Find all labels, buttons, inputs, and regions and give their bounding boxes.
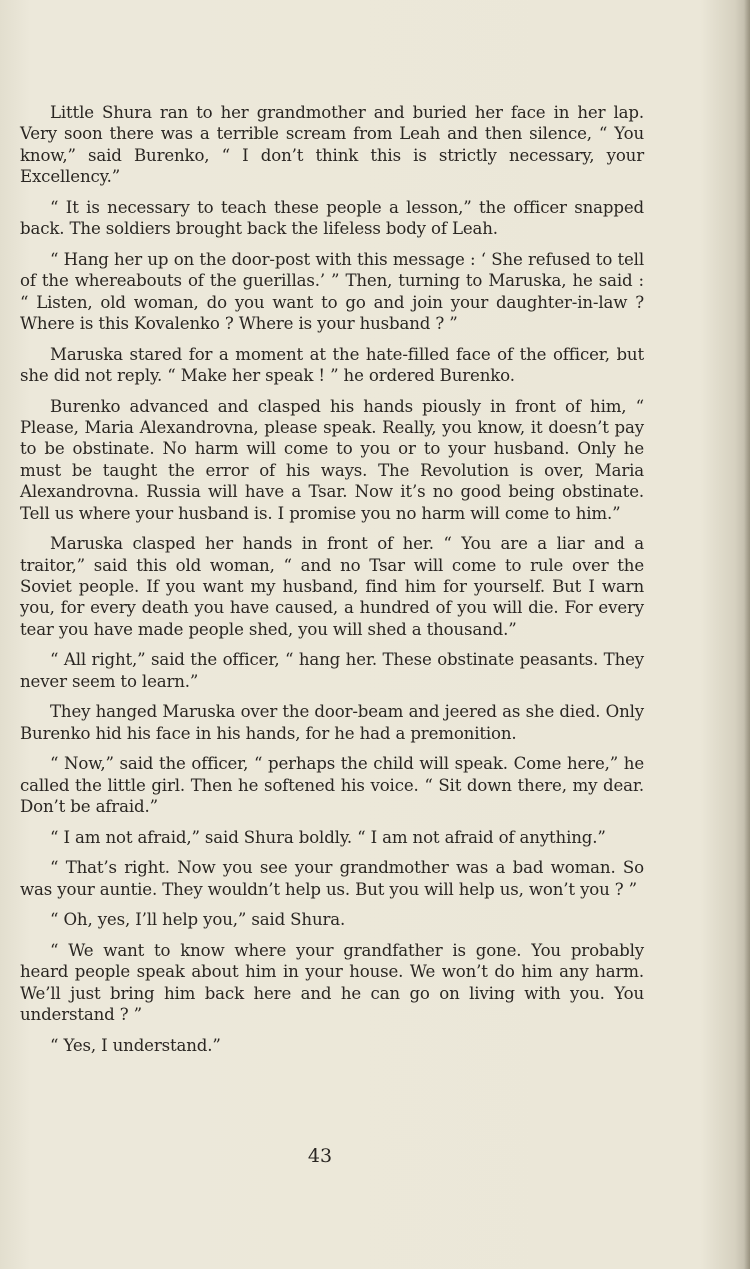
paragraph: “ We want to know where your grandfather is gone. You probably heard people speak about him in your house. We won’t do him any harm. We’ll just bring him back here and he can go on living with you. You understand ? ”	[20, 941, 644, 1025]
page-number: 43	[307, 1145, 333, 1167]
paragraph: They hanged Maruska over the door-beam and jeered as she died. Only Burenko hid his face in his hands, for he had a premonition.	[20, 702, 644, 743]
paragraph: Burenko advanced and clasped his hands piously in front of him, “ Please, Maria Alexandrovna, please speak. Really, you know, it doesn’t pay to be obstinate. No harm will come to you or to your husband. Only he must be taught the error of his ways. The Revolution is over, Maria Alexandrovna. Russia will have a Tsar. Now it’s no good being obstinate. Tell us where your husband is. I promise you no harm will come to him.”	[20, 396, 644, 523]
paragraph: “ Hang her up on the door-post with this message : ‘ She refused to tell of the whereabouts of the guerillas.’ ” Then, turning to Maruska, he said : “ Listen, old woman, do you want to go and join your daughter-in-law ? Where is this Kovalenko ? Where is your husband ? ”	[20, 249, 644, 334]
paragraph: Maruska stared for a moment at the hate-filled face of the officer, but she did not reply. “ Make her speak ! ” he ordered Burenko.	[20, 344, 644, 386]
paragraph: “ Oh, yes, I’ll help you,” said Shura.	[50, 910, 346, 930]
paragraph: “ It is necessary to teach these people a lesson,” the officer snapped back. The soldiers brought back the lifeless body of Leah.	[20, 197, 644, 239]
paragraph: Little Shura ran to her grandmother and buried her face in her lap. Very soon there was a terrible scream from Leah and then silence, “ You know,” said Burenko, “ I don’t think this is strictly necessary, your Excellency.”	[20, 103, 644, 187]
page-edge-shadow	[744, 0, 750, 1269]
paragraph: “ Yes, I understand.”	[50, 1035, 221, 1055]
paragraph: “ That’s right. Now you see your grandmother was a bad woman. So was your auntie. They wouldn’t help us. But you will help us, won’t you ? ”	[20, 858, 644, 899]
paragraph: “ I am not afraid,” said Shura boldly. “ I am not afraid of anything.”	[50, 827, 606, 847]
paragraph: “ Now,” said the officer, “ perhaps the child will speak. Come here,” he called the little girl. Then he softened his voice. “ Sit down there, my dear. Don’t be afraid.”	[20, 754, 644, 817]
paragraph: “ All right,” said the officer, “ hang her. These obstinate peasants. They never seem to learn.”	[20, 650, 644, 691]
body-text	[20, 102, 644, 1065]
paragraph: Maruska clasped her hands in front of her. “ You are a liar and a traitor,” said this old woman, “ and no Tsar will come to rule over the Soviet people. If you want my husband, find him for yourself. But I warn you, for every death you have caused, a hundred of you will die. For every tear you have made people shed, you will shed a thousand.”	[20, 534, 644, 639]
